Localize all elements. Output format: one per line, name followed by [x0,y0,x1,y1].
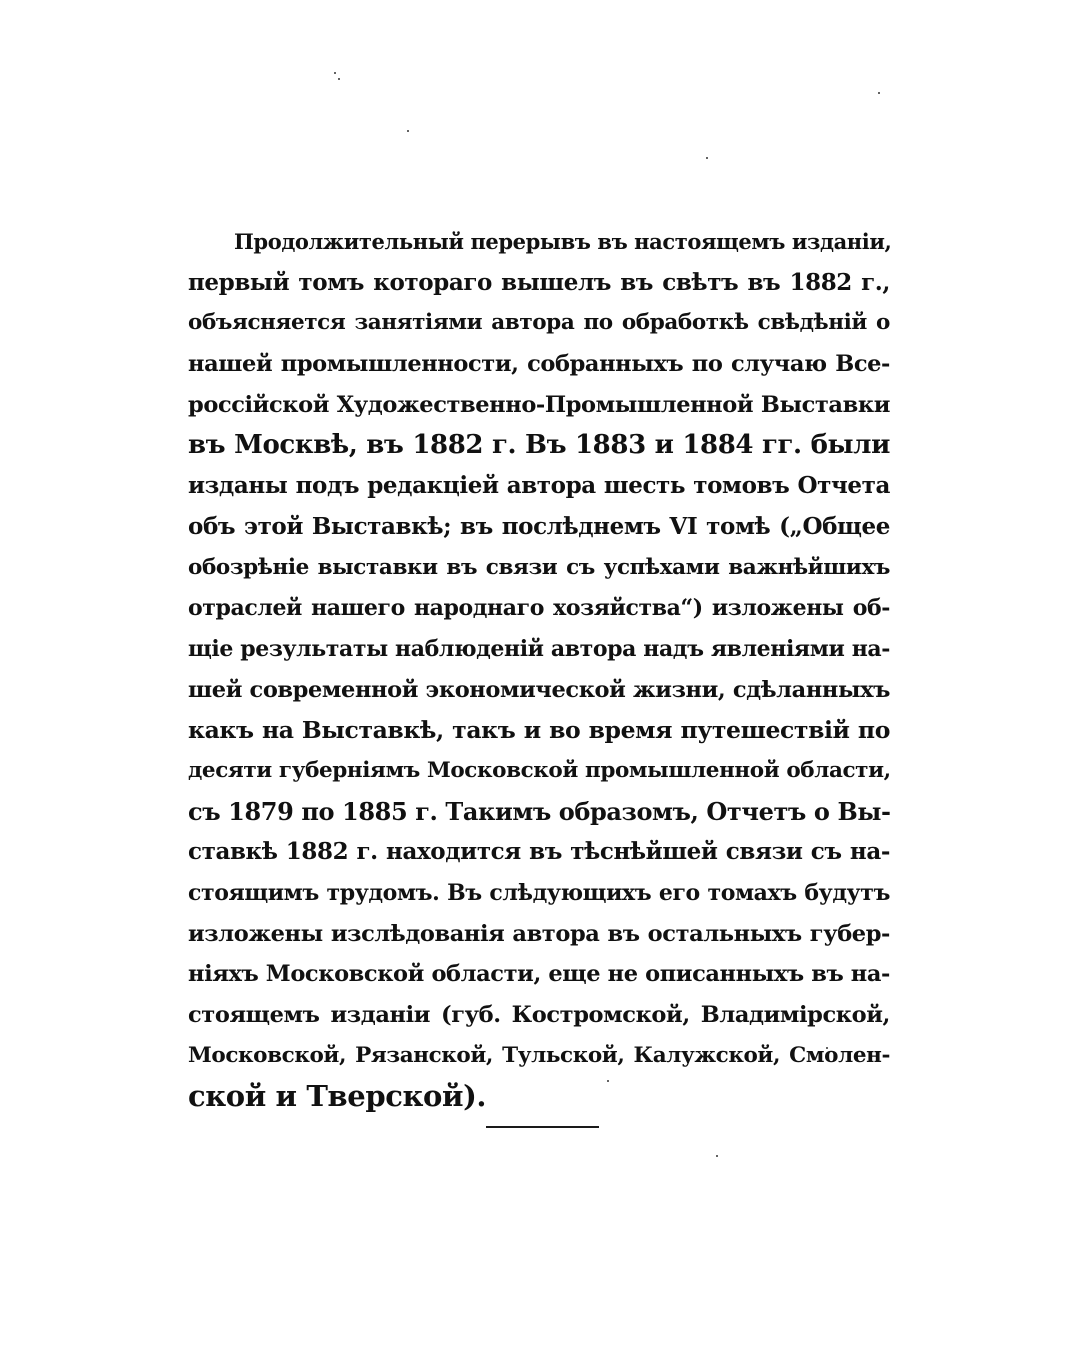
text-line: стоящемъ изданіи (губ. Костромской, Владимірской, [188,1002,890,1029]
text-line: ставкѣ 1882 г. находится въ тѣснѣйшей связи съ на- [188,838,890,866]
text-line: ніяхъ Московской области, еще не описанныхъ въ на- [188,961,890,988]
text-line: отраслей нашего народнаго хозяйства“) изложены об- [188,595,890,622]
scan-speck [338,78,340,80]
section-divider [486,1126,599,1128]
text-line: щіе результаты наблюденій автора надъ явленіями на- [188,635,890,662]
text-line: десяти губерніямъ Московской промышленной области, [188,757,891,783]
scan-speck [706,157,708,159]
scan-speck [407,130,409,132]
scan-speck [716,1155,718,1157]
text-line: съ 1879 по 1885 г. Такимъ образомъ, Отчетъ о Вы- [188,796,891,826]
scan-speck [878,92,880,94]
text-line: Продолжительный перерывъ въ настоящемъ изданіи, [234,229,892,254]
scan-speck [334,72,336,74]
paragraph [188,222,890,1117]
text-line: объясняется занятіями автора по обработкѣ свѣдѣній о [188,310,890,336]
text-line: нашей промышленности, собранныхъ по случаю Все- [188,351,890,378]
text-line: какъ на Выставкѣ, такъ и во время путешествій по [188,716,890,745]
text-line: объ этой Выставкѣ; въ послѣднемъ VI томѣ („Общее [188,512,890,540]
text-line: изданы подъ редакціей автора шесть томовъ Отчета [188,472,890,500]
text-line: первый томъ котораго вышелъ въ свѣтъ въ 1882 г., [188,268,890,296]
text-line: россійской Художественно-Промышленной Выставки [188,391,890,418]
text-line: шей современной экономической жизни, сдѣланныхъ [188,676,890,703]
text-line: изложены изслѣдованія автора въ остальныхъ губер- [188,920,890,947]
text-line: Московской, Рязанской, Тульской, Калужской, Смолен- [188,1042,890,1068]
text-line: стоящимъ трудомъ. Въ слѣдующихъ его томахъ будутъ [188,880,890,906]
text-line: обозрѣніе выставки въ связи съ успѣхами важнѣйшихъ [188,554,890,580]
text-line: въ Москвѣ, въ 1882 г. Въ 1883 и 1884 гг. были [188,430,890,461]
text-line: ской и Тверской). [188,1079,487,1114]
